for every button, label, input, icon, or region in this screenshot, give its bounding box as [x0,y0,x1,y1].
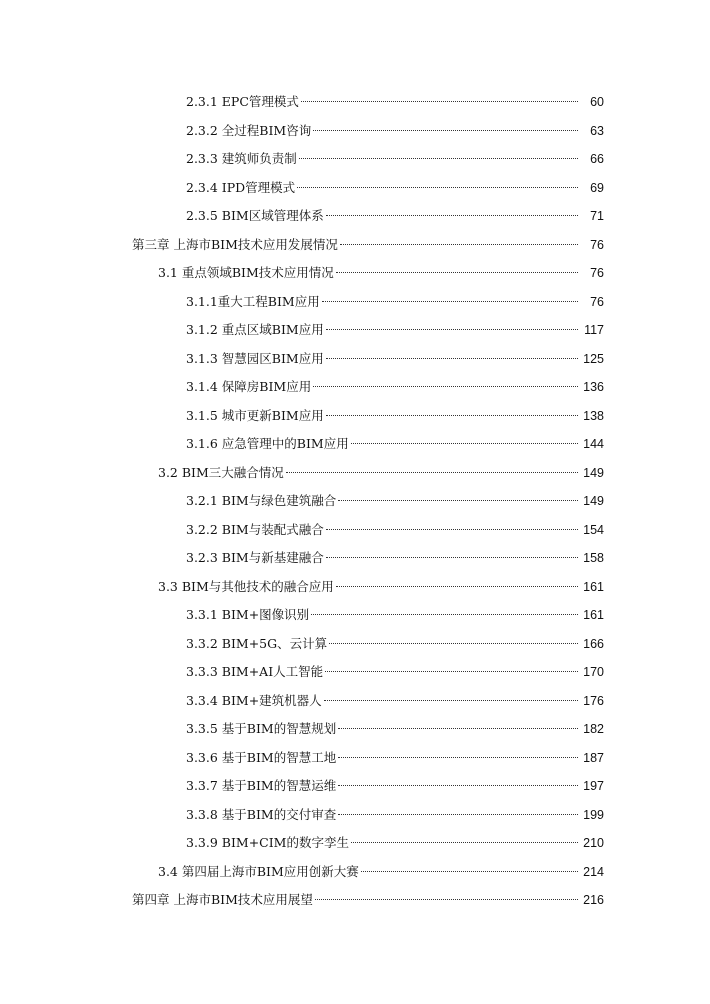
toc-entry[interactable] [0,88,710,117]
toc-leader-dots [326,557,578,558]
toc-entry[interactable] [0,601,710,630]
toc-page-number: 187 [583,750,604,765]
toc-entry[interactable] [0,772,710,801]
toc-entry[interactable] [0,145,710,174]
toc-entry[interactable] [0,288,710,317]
toc-entry-title: 3.3.7 基于BIM的智慧运维 [186,778,337,793]
toc-leader-dots [315,899,578,900]
toc-page-number: 216 [583,893,604,907]
toc-page-number: 161 [583,608,604,622]
toc-leader-dots [329,643,578,644]
toc-page-number: 154 [583,522,604,537]
toc-entry-title: 第三章 上海市BIM技术应用发展情况 [132,236,338,252]
toc-leader-dots [286,472,578,473]
toc-leader-dots [311,614,578,615]
toc-page-number: 182 [583,722,604,736]
toc-entry-title: 3.1.2 重点区域BIM应用 [186,322,324,337]
toc-entry[interactable] [0,430,710,459]
toc-entry-title: 2.3.5 BIM区域管理体系 [186,208,324,223]
toc-leader-dots [326,329,578,330]
toc-entry[interactable] [0,316,710,345]
toc-entry[interactable] [0,573,710,602]
toc-page-number: 170 [583,665,604,679]
toc-leader-dots [351,842,578,843]
toc-entry-title: 2.3.2 全过程BIM咨询 [186,122,312,138]
toc-leader-dots [340,244,578,245]
toc-entry[interactable] [0,259,710,288]
toc-entry-title: 3.2 BIM三大融合情况 [158,464,284,480]
toc-page-number: 158 [583,551,604,565]
toc-page-number: 60 [590,95,604,109]
toc-entry-title: 3.4 第四届上海市BIM应用创新大赛 [158,863,359,879]
toc-leader-dots [326,215,578,216]
toc-leader-dots [326,358,578,359]
toc-entry[interactable] [0,231,710,260]
toc-leader-dots [313,386,578,387]
toc-entry[interactable] [0,630,710,659]
toc-entry[interactable] [0,744,710,773]
toc-page-number: 144 [583,437,604,451]
toc-entry-title: 2.3.4 IPD管理模式 [186,179,296,195]
toc-page-number: 199 [583,807,604,822]
toc-leader-dots [338,500,578,501]
toc-entry-title: 3.2.3 BIM与新基建融合 [186,550,324,565]
toc-leader-dots [338,814,578,815]
toc-entry-title: 3.2.1 BIM与绿色建筑融合 [186,493,337,508]
toc-entry[interactable] [0,801,710,830]
toc-entry-title: 3.1.5 城市更新BIM应用 [186,407,324,423]
toc-leader-dots [301,101,578,102]
toc-entry[interactable] [0,687,710,716]
toc-page-number: 69 [590,180,604,195]
toc-entry-title: 2.3.3 建筑师负责制 [186,151,297,166]
toc-entry-title: 3.3.4 BIM+建筑机器人 [186,692,322,708]
toc-leader-dots [324,700,578,701]
table-of-contents [0,88,710,915]
toc-entry[interactable] [0,459,710,488]
toc-entry[interactable] [0,345,710,374]
toc-entry-title: 3.1.3 智慧园区BIM应用 [186,350,324,366]
toc-entry-title: 3.3.2 BIM+5G、云计算 [186,635,328,651]
toc-page-number: 166 [583,636,604,651]
toc-entry[interactable] [0,117,710,146]
toc-leader-dots [336,272,578,273]
toc-page-number: 149 [583,465,604,480]
toc-entry-title: 第四章 上海市BIM技术应用展望 [132,892,313,907]
toc-page-number: 138 [583,408,604,423]
toc-entry-title: 3.1 重点领域BIM技术应用情况 [158,265,334,280]
toc-entry[interactable] [0,658,710,687]
toc-entry-title: 3.3 BIM与其他技术的融合应用 [158,578,334,594]
toc-entry-title: 3.3.8 基于BIM的交付审查 [186,806,337,822]
toc-entry-title: 2.3.1 EPC管理模式 [186,94,299,109]
toc-entry[interactable] [0,402,710,431]
toc-entry-title: 3.1.1重大工程BIM应用 [186,293,320,309]
toc-leader-dots [338,728,578,729]
toc-page-number: 76 [590,237,604,252]
toc-entry[interactable] [0,487,710,516]
toc-entry[interactable] [0,858,710,887]
toc-entry[interactable] [0,886,710,915]
toc-page-number: 149 [583,494,604,508]
toc-page-number: 161 [583,579,604,594]
toc-page-number: 210 [583,836,604,850]
toc-leader-dots [351,443,578,444]
toc-entry-title: 3.3.6 基于BIM的智慧工地 [186,749,337,765]
toc-page-number: 66 [590,152,604,166]
toc-entry-title: 3.1.4 保障房BIM应用 [186,379,312,394]
toc-page-number: 117 [584,323,604,337]
toc-leader-dots [325,671,578,672]
toc-page-number: 197 [583,779,604,793]
toc-leader-dots [313,130,578,131]
toc-page-number: 63 [590,123,604,138]
toc-leader-dots [299,158,578,159]
toc-page-number: 76 [590,294,604,309]
toc-entry-title: 3.2.2 BIM与装配式融合 [186,521,324,537]
toc-leader-dots [297,187,578,188]
toc-leader-dots [338,785,578,786]
toc-page-number: 71 [590,209,604,223]
toc-entry-title: 3.3.5 基于BIM的智慧规划 [186,721,337,736]
toc-entry-title: 3.3.9 BIM+CIM的数字孪生 [186,835,349,850]
toc-entry[interactable] [0,544,710,573]
toc-leader-dots [361,871,578,872]
toc-leader-dots [338,757,578,758]
toc-entry-title: 3.1.6 应急管理中的BIM应用 [186,436,349,451]
toc-entry-title: 3.3.3 BIM+AI人工智能 [186,664,324,679]
toc-entry[interactable] [0,373,710,402]
toc-page-number: 136 [583,380,604,394]
toc-entry[interactable] [0,829,710,858]
toc-page-number: 176 [583,693,604,708]
toc-page-number: 214 [583,864,604,879]
toc-leader-dots [326,415,578,416]
toc-leader-dots [336,586,578,587]
toc-entry[interactable] [0,516,710,545]
toc-page-number: 76 [590,266,604,280]
toc-entry-title: 3.3.1 BIM+图像识别 [186,607,310,622]
toc-leader-dots [326,529,578,530]
toc-entry[interactable] [0,202,710,231]
toc-entry[interactable] [0,715,710,744]
toc-entry[interactable] [0,174,710,203]
toc-page-number: 125 [583,351,604,366]
toc-leader-dots [322,301,578,302]
